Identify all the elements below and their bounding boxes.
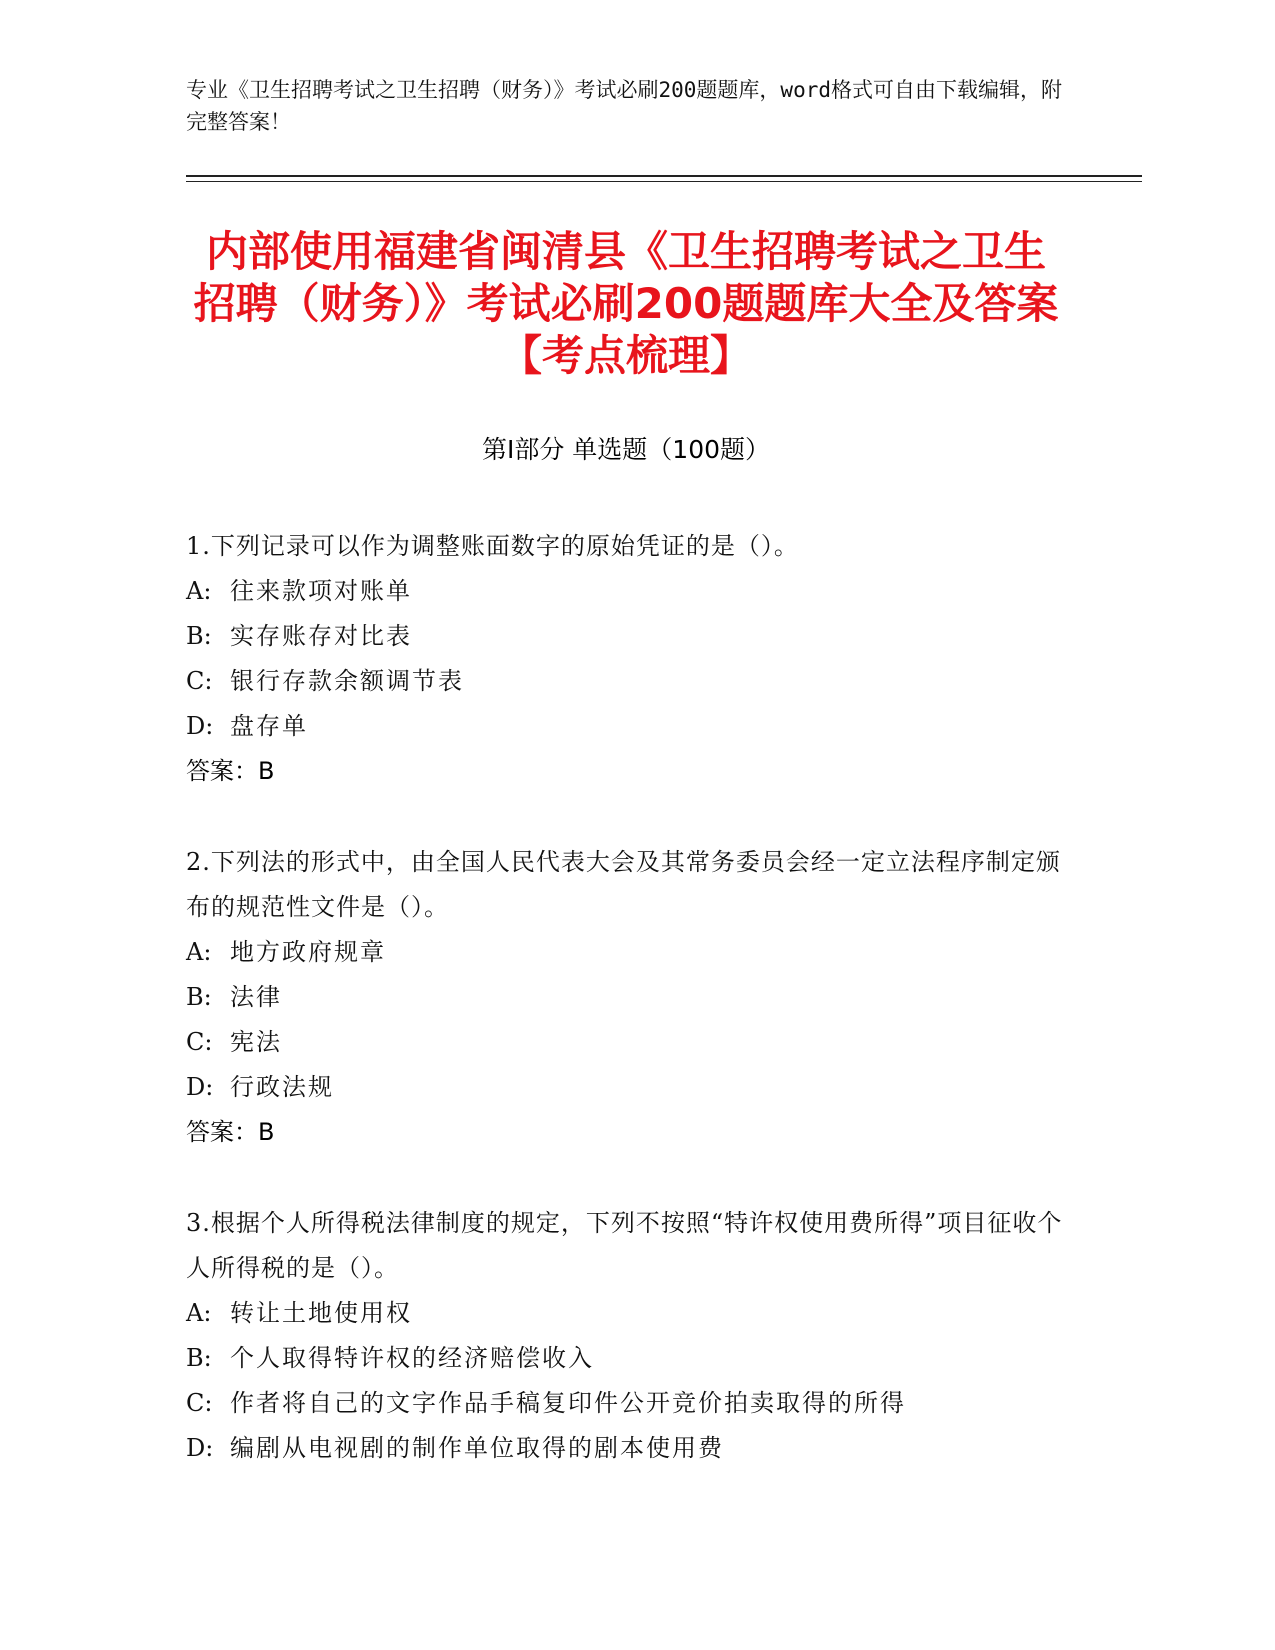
question-1 xyxy=(186,524,1066,794)
question-3 xyxy=(186,1201,1066,1471)
answer-value: B xyxy=(258,757,275,785)
intro-text: 专业《卫生招聘考试之卫生招聘（财务）》考试必刷200题题库，word格式可自由下载编辑，附完整答案！ xyxy=(186,78,1062,134)
option-text: 宪法 xyxy=(230,1028,282,1056)
option-d xyxy=(186,1065,1066,1110)
option-text: 地方政府规章 xyxy=(230,938,386,966)
option-text: 往来款项对账单 xyxy=(230,577,412,605)
option-c xyxy=(186,659,1066,704)
option-a xyxy=(186,1291,1066,1336)
option-key: C: xyxy=(186,1389,213,1417)
option-d xyxy=(186,704,1066,749)
option-key: C: xyxy=(186,667,213,695)
option-key: A: xyxy=(186,1299,212,1327)
option-text: 转让土地使用权 xyxy=(230,1299,412,1327)
option-key: D: xyxy=(186,712,214,740)
option-key: B: xyxy=(186,1344,212,1372)
option-text: 编剧从电视剧的制作单位取得的剧本使用费 xyxy=(230,1434,724,1462)
section-title: 第Ⅰ部分 单选题（100题） xyxy=(481,435,771,464)
option-key: B: xyxy=(186,983,212,1011)
option-a xyxy=(186,930,1066,975)
question-list xyxy=(186,524,1066,1517)
option-text: 行政法规 xyxy=(230,1073,334,1101)
option-key: A: xyxy=(186,938,212,966)
question-text: 3.根据个人所得税法律制度的规定，下列不按照“特许权使用费所得”项目征收个人所得税的是（）。 xyxy=(186,1209,1063,1282)
option-b xyxy=(186,614,1066,659)
header-divider-thin xyxy=(186,181,1142,182)
document-title: 内部使用福建省闽清县《卫生招聘考试之卫生招聘（财务）》考试必刷200题题库大全及答案【考点梳理】 xyxy=(193,227,1059,380)
option-b xyxy=(186,975,1066,1020)
option-text: 实存账存对比表 xyxy=(230,622,412,650)
option-c xyxy=(186,1381,1066,1426)
option-key: D: xyxy=(186,1434,214,1462)
answer-line xyxy=(186,749,1066,794)
option-b xyxy=(186,1336,1066,1381)
answer-label: 答案： xyxy=(186,1118,258,1146)
option-key: A: xyxy=(186,577,212,605)
answer-label: 答案： xyxy=(186,757,258,785)
option-text: 银行存款余额调节表 xyxy=(230,667,464,695)
question-2 xyxy=(186,840,1066,1155)
header-divider-thick xyxy=(186,175,1142,177)
option-text: 法律 xyxy=(230,983,282,1011)
option-d xyxy=(186,1426,1066,1471)
option-a xyxy=(186,569,1066,614)
option-text: 个人取得特许权的经济赔偿收入 xyxy=(230,1344,594,1372)
question-text: 2.下列法的形式中，由全国人民代表大会及其常务委员会经一定立法程序制定颁布的规范性文件是（）。 xyxy=(186,848,1061,921)
question-text: 1.下列记录可以作为调整账面数字的原始凭证的是（）。 xyxy=(186,532,799,560)
option-c xyxy=(186,1020,1066,1065)
answer-value: B xyxy=(258,1118,275,1146)
option-key: D: xyxy=(186,1073,214,1101)
option-text: 盘存单 xyxy=(230,712,308,740)
option-key: B: xyxy=(186,622,212,650)
answer-line xyxy=(186,1110,1066,1155)
option-key: C: xyxy=(186,1028,213,1056)
option-text: 作者将自己的文字作品手稿复印件公开竞价拍卖取得的所得 xyxy=(230,1389,906,1417)
